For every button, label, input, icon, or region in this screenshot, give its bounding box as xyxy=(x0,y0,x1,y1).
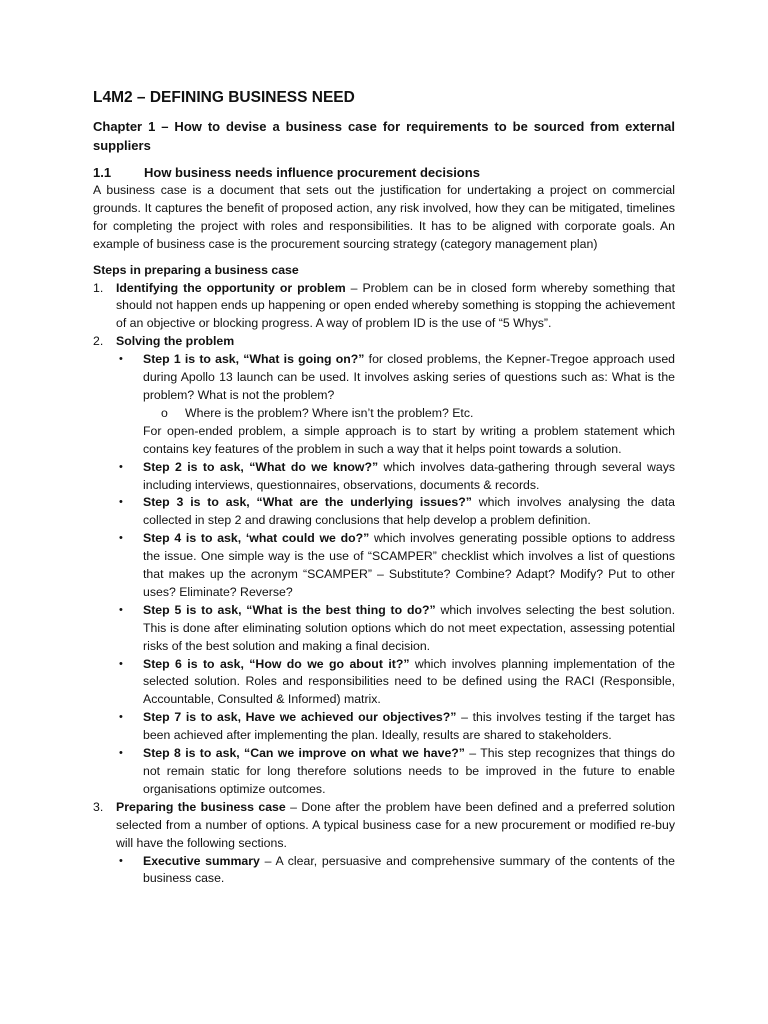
document-content xyxy=(93,88,675,888)
item-text: – Done after the problem have been defined and a preferred solution selected from a number of options. A typical business case for a new procurement or modified re-buy will have the following sections. xyxy=(116,799,675,850)
step-text: for closed problems, the Kepner-Tregoe approach used during Apollo 13 launch can be used. It involves asking series of questions such as: What is the problem? What is not the problem? xyxy=(143,352,675,402)
sub-bullets xyxy=(143,405,675,423)
step-text: – this involves testing if the target has been achieved after implementing the plan. Ideally, results are shared to stakeholders. xyxy=(143,710,675,743)
bullet-icon: • xyxy=(119,854,123,867)
section-title: How business needs influence procurement decisions xyxy=(144,165,480,180)
executive-summary-item xyxy=(116,853,675,889)
step-text: which involves generating possible options to address the issue. One simple way is the use of “SCAMPER” checklist which involves a list of questions that makes up the acronym “SCAMPER” – Substitute? Combine? Adapt? Modify? Put to other uses? Eliminate? Reverse? xyxy=(143,531,676,599)
steps-list xyxy=(93,280,675,889)
steps-heading: Steps in preparing a business case xyxy=(93,262,299,277)
step-text: – This step recognizes that things do not remain static for long therefore solutions needs to be improved in the future to enable organisations optimize outcomes. xyxy=(143,746,676,796)
step-text: which involves data-gathering through several ways including interviews, questionnaires, observations, documents & records. xyxy=(143,459,675,492)
step-3 xyxy=(116,494,675,530)
list-number: 3. xyxy=(93,799,104,814)
item-lead: Preparing the business case xyxy=(116,799,286,814)
list-number: 2. xyxy=(93,334,104,349)
step-lead: Step 5 is to ask, “What is the best thing to do?” xyxy=(143,602,436,617)
intro-paragraph: A business case is a document that sets out the justification for undertaking a project on commercial grounds. It captures the benefit of proposed action, any risk involved, how they can be mitigated, timelines for completing the project with roles and responsibilities. It has to be aligned with corporate goals. An example of business case is the procurement sourcing strategy (category management plan) xyxy=(93,183,675,251)
step-4 xyxy=(116,530,675,602)
step-lead: Step 7 is to ask, Have we achieved our objectives?” xyxy=(143,710,457,725)
bullet-icon: • xyxy=(119,603,123,616)
sub-item xyxy=(143,405,675,423)
step-text: which involves selecting the best solution. This is done after eliminating solution options which do not meet expectation, assessing potential risks of the best solution and making a final decision. xyxy=(143,602,675,653)
step-text: which involves analysing the data collected in step 2 and drawing conclusions that help develop a problem definition. xyxy=(143,495,675,528)
step-6 xyxy=(116,656,675,710)
document-title: L4M2 – DEFINING BUSINESS NEED xyxy=(93,89,355,106)
step-lead: Step 3 is to ask, “What are the underlying issues?” xyxy=(143,495,472,510)
bullet-icon: • xyxy=(119,532,123,545)
bullet-icon: • xyxy=(119,496,123,509)
step-2 xyxy=(116,459,675,495)
list-item-3 xyxy=(93,799,675,889)
step-lead: Step 2 is to ask, “What do we know?” xyxy=(143,459,379,474)
exec-lead: Executive summary xyxy=(143,853,260,868)
step-7 xyxy=(116,709,675,745)
step-lead: Step 8 is to ask, “Can we improve on what we have?” xyxy=(143,746,465,761)
list-item-2 xyxy=(93,333,675,799)
step-5 xyxy=(116,602,675,656)
step-bullets xyxy=(116,351,675,799)
circle-bullet-icon: o xyxy=(161,405,168,420)
step-8 xyxy=(116,745,675,799)
list-item-1 xyxy=(93,280,675,334)
sub-item-text: Where is the problem? Where isn’t the problem? Etc. xyxy=(185,405,474,420)
bullet-icon: • xyxy=(119,711,123,724)
step-1 xyxy=(116,351,675,458)
chapter-heading: Chapter 1 – How to devise a business case for requirements to be sourced from external suppliers xyxy=(93,119,675,153)
bullet-icon: • xyxy=(119,657,123,670)
section-heading xyxy=(93,164,675,182)
list-number: 1. xyxy=(93,280,104,295)
step-text: which involves planning implementation of the selected solution. Roles and responsibilities need to be defined using the RACI (Responsible, Accountable, Consulted & Informed) matrix. xyxy=(143,656,675,707)
open-ended-paragraph: For open-ended problem, a simple approach is to start by writing a problem statement which contains key features of the problem in such a way that it helps point towards a solution. xyxy=(143,423,675,456)
step-lead: Step 6 is to ask, “How do we go about it?” xyxy=(143,656,410,671)
item-text: – Problem can be in closed form whereby something that should not happen ends up happening or open ended whereby something is stopping the achievement of an objective or blocking progress. A way of problem ID is the use of “5 Whys”. xyxy=(116,280,675,331)
item-lead: Solving the problem xyxy=(116,334,235,349)
section-number: 1.1 xyxy=(93,165,112,180)
step-lead: Step 4 is to ask, ‘what could we do?” xyxy=(143,531,370,546)
bullet-icon: • xyxy=(119,460,123,473)
item-lead: Identifying the opportunity or problem xyxy=(116,280,346,295)
bullet-icon: • xyxy=(119,747,123,760)
step-lead: Step 1 is to ask, “What is going on?” xyxy=(143,352,365,367)
exec-text: – A clear, persuasive and comprehensive summary of the contents of the business case. xyxy=(143,853,675,886)
section-bullets xyxy=(116,853,675,889)
bullet-icon: • xyxy=(119,353,123,366)
